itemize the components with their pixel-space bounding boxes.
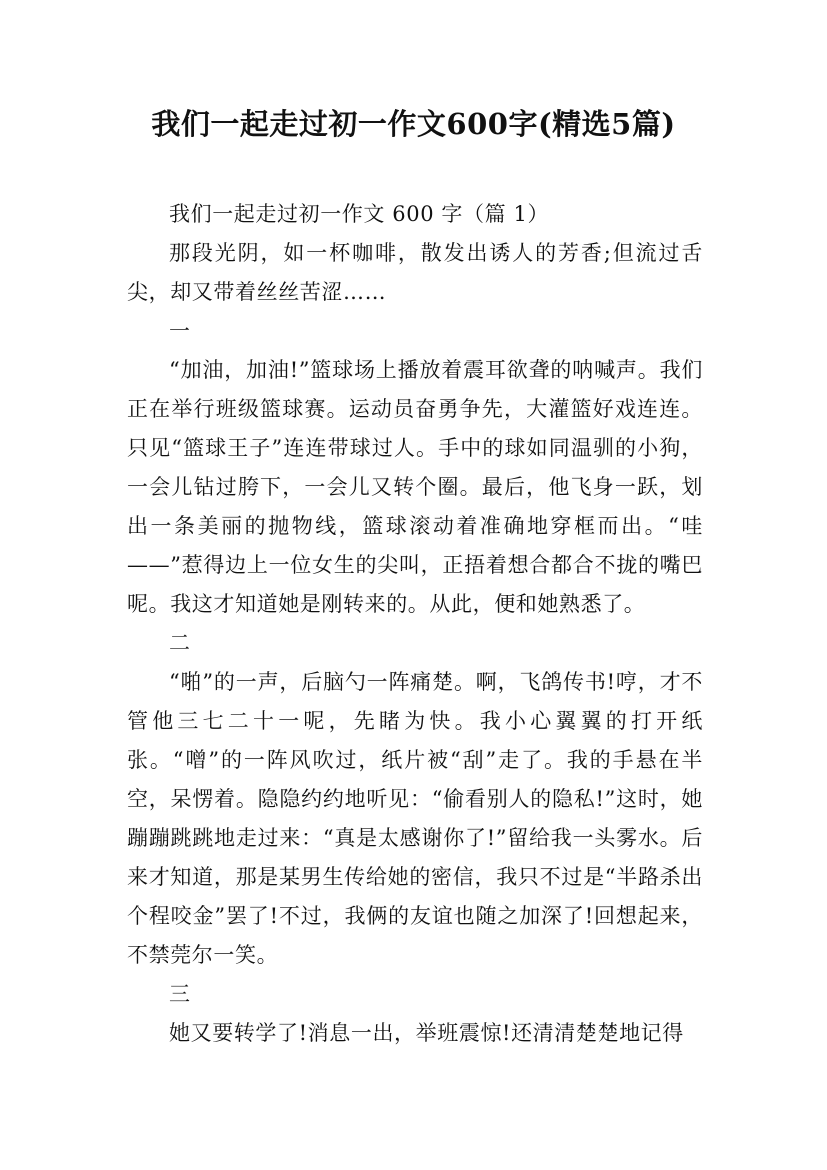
document-title: 我们一起走过初一作文600字(精选5篇) [151,107,676,141]
document-body [127,195,703,1053]
section-number-one: 一 [169,319,191,343]
paragraph-intro: 那段光阴，如一杯咖啡，散发出诱人的芳香;但流过舌尖，却又带着丝丝苦涩…… [127,241,703,304]
paragraph-letter: “啪”的一声，后脑勺一阵痛楚。啊，飞鸽传书!哼，才不管他三七二十一呢，先睹为快。我小心翼翼的打开纸张。“噌”的一阵风吹过，纸片被“刮”走了。我的手悬在半空，呆愣着。隐隐约约地听见：“偷看别人的隐私!”这时，她蹦蹦跳跳地走过来：“真是太感谢你了!”留给我一头雾水。后来才知道，那是某男生传给她的密信，我只不过是“半路杀出个程咬金”罢了!不过，我俩的友谊也随之加深了!回想起来，不禁莞尔一笑。 [127,670,703,967]
paragraph-transfer: 她又要转学了!消息一出，举班震惊!还清清楚楚地记得 [169,1021,684,1045]
section-number-three: 三 [169,982,191,1006]
paragraph-basketball: “加油，加油!”篮球场上播放着震耳欲聋的呐喊声。我们正在举行班级篮球赛。运动员奋勇争先，大灌篮好戏连连。只见“篮球王子”连连带球过人。手中的球如同温驯的小狗，一会儿钻过胯下，一会儿又转个圈。最后，他飞身一跃，划出一条美丽的抛物线，篮球滚动着准确地穿框而出。“哇——”惹得边上一位女生的尖叫，正捂着想合都合不拢的嘴巴呢。我这才知道她是刚转来的。从此，便和她熟悉了。 [127,358,703,616]
section-heading: 我们一起走过初一作文 600 字（篇 1） [169,202,550,226]
section-number-two: 二 [169,631,191,655]
